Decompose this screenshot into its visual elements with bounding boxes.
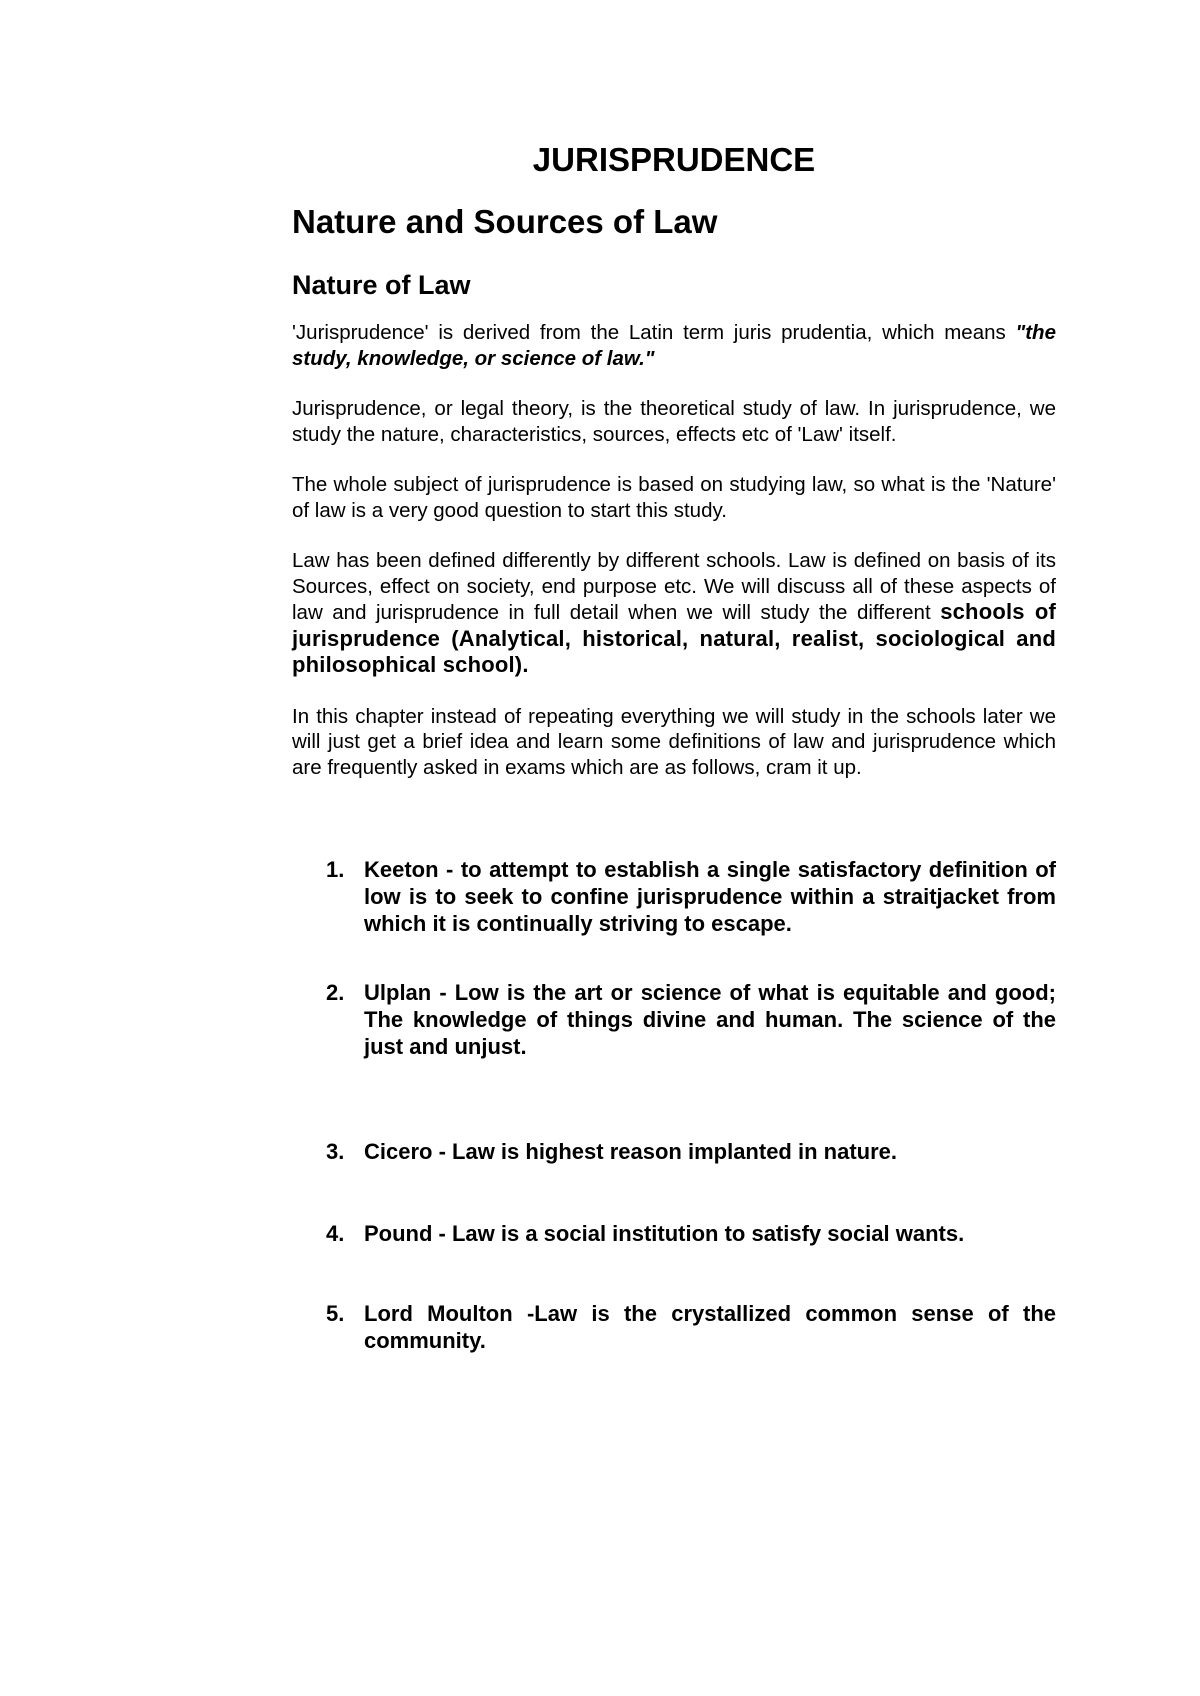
section-heading: Nature and Sources of Law — [292, 203, 718, 240]
paragraph-nature: The whole subject of jurisprudence is based on studying law, so what is the 'Nature' of law is a very good question to start this study. — [292, 473, 1056, 522]
document-title: JURISPRUDENCE — [532, 141, 816, 178]
subsection-heading: Nature of Law — [292, 270, 471, 300]
paragraph-chapter-intro: In this chapter instead of repeating everything we will study in the schools later we will just get a brief idea and learn some definitions of law and jurisprudence which are frequently asked in exams which are as follows, cram it up. — [292, 704, 1056, 779]
list-text: Pound - Law is a social institution to satisfy social wants. — [364, 1221, 965, 1246]
list-text: Lord Moulton -Law is the crystallized common sense of the community. — [364, 1301, 1056, 1353]
list-number: 2. — [326, 980, 345, 1005]
paragraph-text: 'Jurisprudence' is derived from the Latin term juris prudentia, which means — [292, 321, 1006, 344]
list-text: Cicero - Law is highest reason implanted in nature. — [364, 1139, 897, 1164]
list-number: 1. — [326, 857, 345, 882]
paragraph-legal-theory: Jurisprudence, or legal theory, is the theoretical study of law. In jurisprudence, we study the nature, characteristics, sources, effects etc of 'Law' itself. — [292, 397, 1056, 446]
list-number: 3. — [326, 1139, 345, 1164]
paragraph-schools — [292, 548, 1056, 679]
document-page — [292, 140, 1056, 780]
list-text: Ulplan - Low is the art or science of what is equitable and good; The knowledge of things divine and human. The science of the just and unjust. — [364, 980, 1056, 1059]
list-text: Keeton - to attempt to establish a single satisfactory definition of low is to seek to confine jurisprudence within a straitjacket from which it is continually striving to escape. — [364, 857, 1056, 936]
paragraph-text: Law has been defined differently by different schools. Law is defined on basis of its Sources, effect on society, end purpose etc. We will discuss all of these aspects of law and jurisprudence in full detail when we will study the different — [292, 549, 1056, 624]
emphasis-text: schools of jurisprudence (Analytical, historical, natural, realist, sociological and philosophical school). — [292, 599, 1057, 677]
list-number: 5. — [326, 1301, 345, 1326]
list-number: 4. — [326, 1221, 345, 1246]
paragraph-definition — [292, 320, 1056, 371]
emphasis-text: "the study, knowledge, or science of law." — [292, 321, 1056, 370]
